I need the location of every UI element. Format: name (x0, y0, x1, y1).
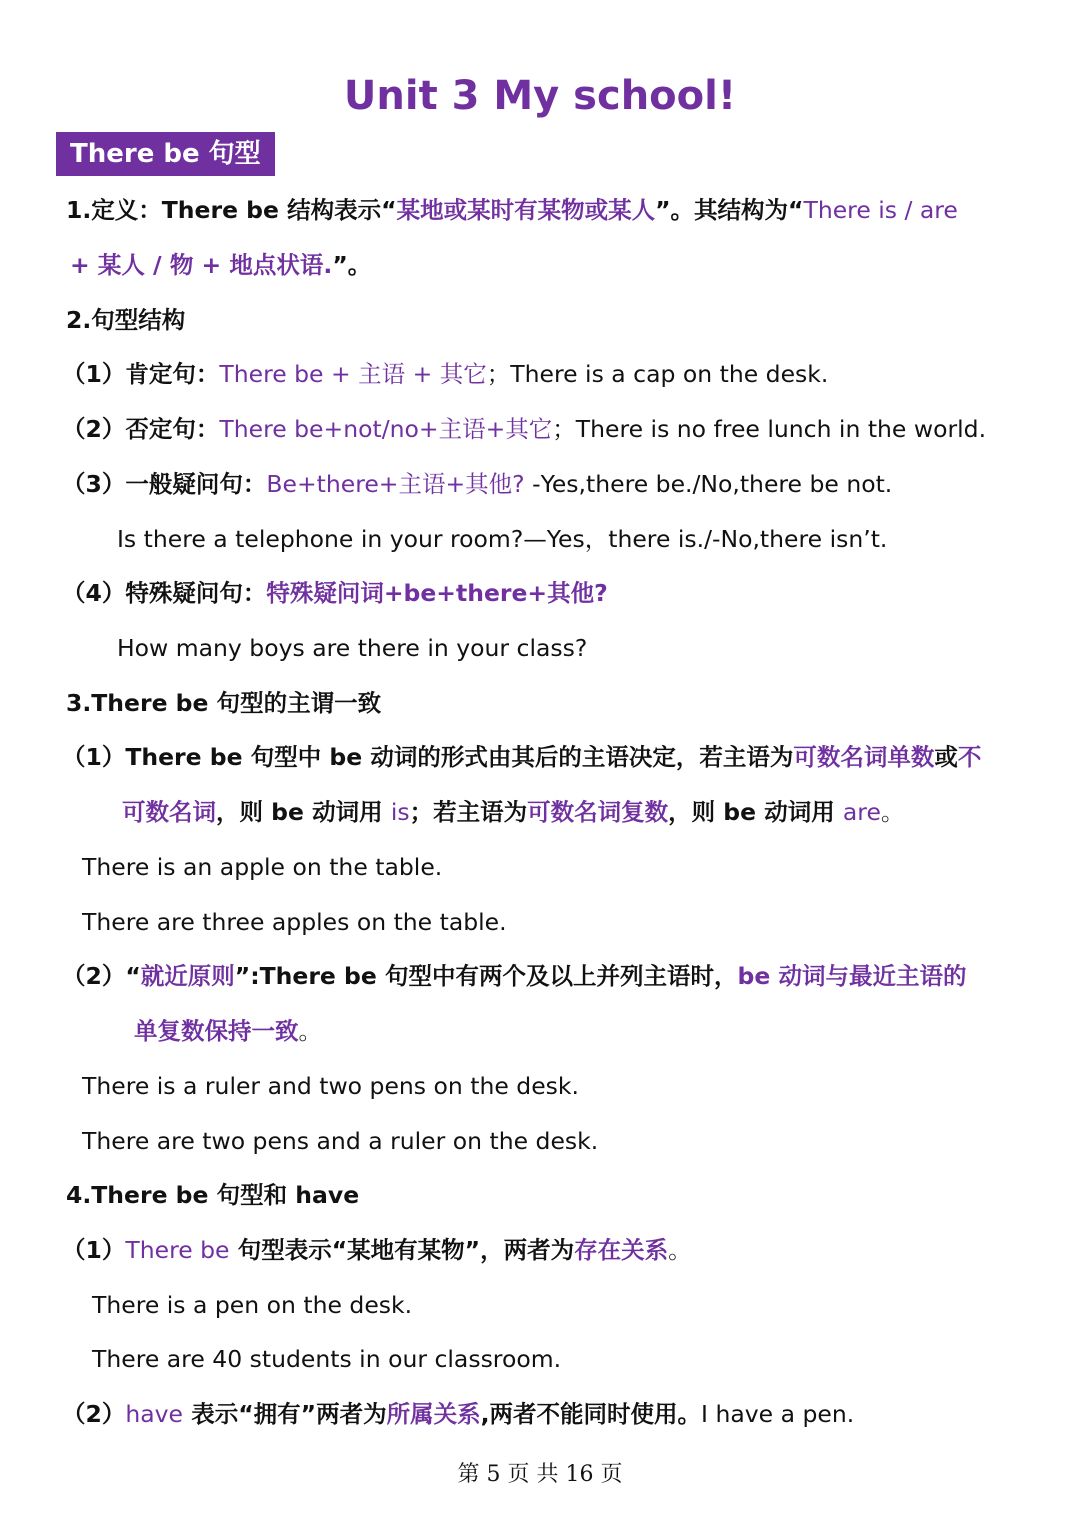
text-segment: 可数名词复数 (527, 798, 669, 826)
text-segment: 。 (880, 798, 905, 826)
text-segment: There be+not/no+主语+其它 (219, 415, 553, 443)
text-segment: 存在关系 (574, 1236, 669, 1264)
text-segment: ，则 be 动词用 (216, 798, 391, 826)
agreement-rule-2 (122, 795, 1080, 829)
text-segment: 就近原则 (140, 962, 235, 990)
text-segment: 4.There be 句型和 have (66, 1181, 360, 1209)
text-segment: is (390, 798, 410, 826)
page-title: Unit 3 My school! (343, 73, 737, 119)
text-segment: 表示“拥有”两者为 (183, 1400, 387, 1428)
text-segment: There be + 主语 + 其它 (219, 360, 487, 388)
heading-have (66, 1178, 1080, 1212)
text-segment: ,两者不能同时使用。 (480, 1400, 702, 1428)
proximity-rule-2 (134, 1014, 1080, 1048)
have-rule-1 (62, 1233, 1080, 1267)
text-segment: 所属关系 (386, 1400, 481, 1428)
definition-line-2 (70, 248, 1080, 282)
agreement-rule-1 (62, 740, 1080, 774)
definition-line-1 (66, 193, 1080, 227)
text-segment: There are two pens and a ruler on the desk. (82, 1127, 599, 1155)
text-segment: （1） (62, 1236, 126, 1264)
text-segment: （2）否定句： (62, 415, 220, 443)
text-segment: are (842, 798, 881, 826)
text-segment: 。 (298, 1017, 322, 1045)
text-segment: 1.定义：There be 结构表示“ (66, 196, 397, 224)
negative-line (62, 412, 1080, 446)
text-segment: 不 (957, 743, 982, 771)
text-segment: ；There is a cap on the desk. (486, 360, 829, 388)
heading-agreement (66, 686, 1080, 720)
text-segment: （4）特殊疑问句： (62, 579, 267, 607)
page-number: 第 5 页 共 16 页 (457, 1462, 623, 1487)
text-segment: 或 (934, 743, 958, 771)
agreement-example-1 (82, 850, 1080, 884)
have-rule-2 (62, 1397, 1080, 1431)
text-segment: ；若主语为 (409, 798, 528, 826)
text-segment: There is / are (803, 196, 958, 224)
text-segment: -Yes,there be./No,there be not. (524, 470, 893, 498)
text-segment: ，则 be 动词用 (668, 798, 843, 826)
text-segment: There is a ruler and two pens on the desk. (82, 1072, 579, 1100)
section-header: There be 句型 (56, 132, 275, 176)
agreement-example-2 (82, 905, 1080, 939)
text-segment: 某地或某时有某物或某人 (396, 196, 656, 224)
text-segment: 可数名词 (122, 798, 216, 826)
text-segment: There are 40 students in our classroom. (92, 1345, 562, 1373)
text-segment: Be+there+主语+其他? (266, 470, 525, 498)
text-segment: （2）“ (62, 962, 141, 990)
text-segment: Is there a telephone in your room?—Yes，there is./-No,there isn’t. (117, 525, 888, 553)
heading-structure (66, 303, 1080, 337)
text-segment: There is a pen on the desk. (92, 1291, 413, 1319)
text-segment: 单复数保持一致 (134, 1017, 299, 1045)
text-segment: There be (125, 1236, 230, 1264)
yes-no-example-line (117, 522, 1080, 556)
proximity-example-1 (82, 1069, 1080, 1103)
text-segment: （1）There be 句型中 be 动词的形式由其后的主语决定，若主语为 (62, 743, 794, 771)
text-segment: + 某人 / 物 + 地点状语. (70, 251, 333, 279)
text-segment: （3）一般疑问句： (62, 470, 267, 498)
text-segment: have (125, 1400, 184, 1428)
text-segment: 句型表示“某地有某物”，两者为 (229, 1236, 575, 1264)
yes-no-question-line (62, 467, 1080, 501)
text-segment: ”:There be 句型中有两个及以上并列主语时， (234, 962, 738, 990)
proximity-example-2 (82, 1124, 1080, 1158)
wh-question-line (62, 576, 1080, 610)
text-segment: ”。其结构为“ (655, 196, 804, 224)
text-segment: 特殊疑问词+be+there+其他? (266, 579, 608, 607)
proximity-rule-1 (62, 959, 1080, 993)
text-segment: 3.There be 句型的主谓一致 (66, 689, 382, 717)
text-segment: be 动词与最近主语的 (737, 962, 967, 990)
have-example-1 (92, 1288, 1080, 1322)
text-segment: I have a pen. (701, 1400, 855, 1428)
text-segment: ”。 (332, 251, 372, 279)
text-segment: There is an apple on the table. (82, 853, 443, 881)
text-segment: （1）肯定句： (62, 360, 220, 388)
text-segment: 可数名词单数 (793, 743, 935, 771)
text-segment: How many boys are there in your class? (117, 634, 588, 662)
wh-example-line (117, 631, 1080, 665)
have-example-2 (92, 1342, 1080, 1376)
affirmative-line (62, 357, 1080, 391)
text-segment: 。 (668, 1236, 692, 1264)
text-segment: There are three apples on the table. (82, 908, 507, 936)
text-segment: 2.句型结构 (66, 306, 186, 334)
text-segment: ；There is no free lunch in the world. (552, 415, 987, 443)
text-segment: （2） (62, 1400, 126, 1428)
